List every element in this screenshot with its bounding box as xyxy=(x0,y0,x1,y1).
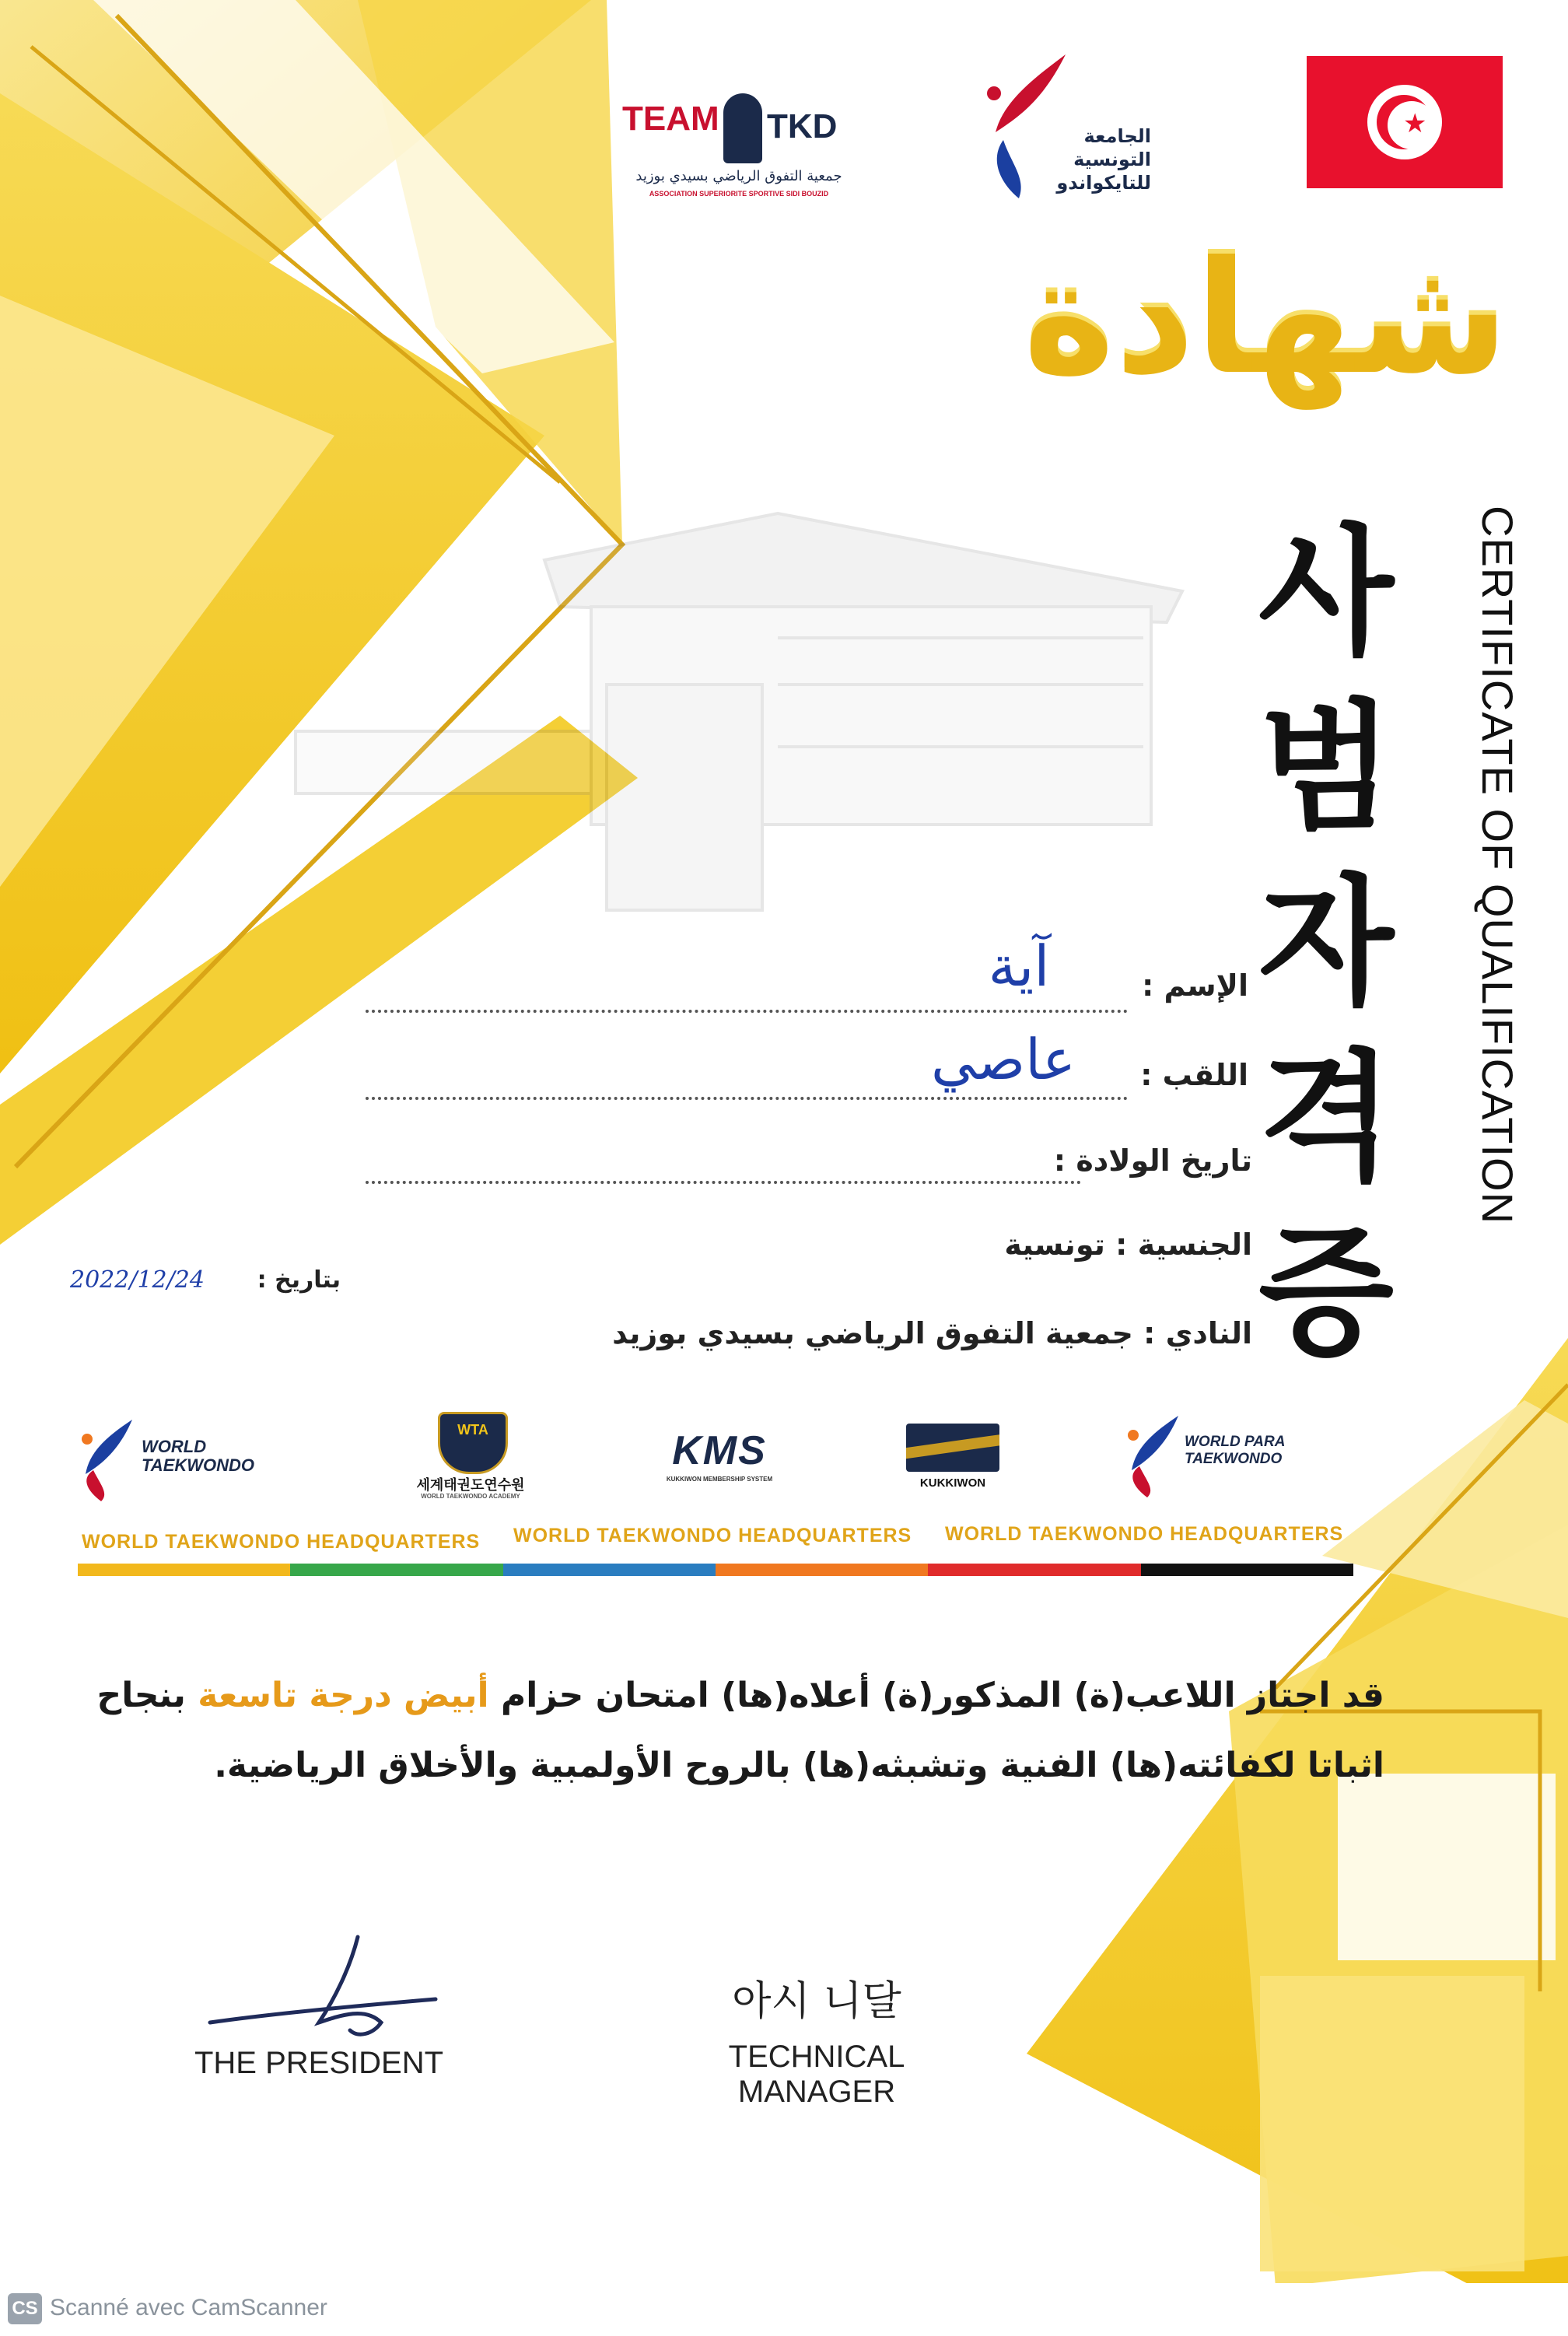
club-field: النادي : جمعية التفوق الرياضي بسيدي بوزيد xyxy=(612,1316,1252,1350)
federation-name-line1: الجامعة xyxy=(1083,125,1151,147)
name-value: آية xyxy=(988,933,1050,999)
wta-shield-icon xyxy=(438,1412,508,1474)
color-band xyxy=(78,1564,1353,1576)
statement-line1 xyxy=(70,1672,1384,1719)
statement-line1-post: بنجاح xyxy=(96,1676,198,1715)
birthdate-label: تاريخ الولادة : xyxy=(1053,1143,1252,1178)
wta-sub: WORLD TAEKWONDO ACADEMY xyxy=(421,1493,520,1500)
fighter-icon xyxy=(723,93,762,163)
kukkiwon-emblem-icon xyxy=(906,1424,999,1472)
color-band-segment xyxy=(78,1564,290,1576)
title-korean: 사범자격증 xyxy=(1258,512,1394,1375)
kukkiwon-logo xyxy=(902,1424,1003,1501)
birthdate-dotted-line xyxy=(366,1181,1081,1184)
wta-abbr: WTA xyxy=(457,1422,488,1438)
president-signature xyxy=(202,1921,451,2046)
deco-white-square xyxy=(1338,1774,1556,1960)
color-band-segment xyxy=(1141,1564,1353,1576)
world-para-text: WORLD PARA TAEKWONDO xyxy=(1185,1434,1285,1467)
color-band-segment xyxy=(290,1564,502,1576)
hq-label-3: WORLD TAEKWONDO HEADQUARTERS xyxy=(945,1523,1344,1545)
surname-dotted-line xyxy=(366,1097,1128,1100)
color-band-segment xyxy=(503,1564,716,1576)
flag-star-icon: ★ xyxy=(1403,108,1427,139)
wta-caption: 세계태권도연수원 xyxy=(416,1477,525,1494)
club-logo-arabic: جمعية التفوق الرياضي بسيدي بوزيد xyxy=(635,168,842,184)
color-band-segment xyxy=(716,1564,928,1576)
kms-text: KMS xyxy=(672,1428,767,1473)
statement-line2: اثباتا لكفائته(ها) الفنية وتشبثه(ها) بالروح الأولمبية والأخلاق الرياضية. xyxy=(214,1746,1384,1785)
surname-value: عاصي xyxy=(930,1027,1076,1092)
surname-label: اللقب : xyxy=(1140,1058,1248,1092)
kukkiwon-text: KUKKIWON xyxy=(919,1476,986,1490)
manager-name: 아시 니달 xyxy=(732,1978,901,2025)
hq-label-1: WORLD TAEKWONDO HEADQUARTERS xyxy=(82,1531,481,1553)
club-logo xyxy=(622,93,856,210)
manager-title: TECHNICAL MANAGER xyxy=(728,2040,905,2109)
club-logo-team: TEAM xyxy=(622,100,719,138)
federation-name-line2: التونسية xyxy=(1073,149,1151,170)
club-logo-latin: ASSOCIATION SUPERIORITE SPORTIVE SIDI BOUZID xyxy=(649,190,829,198)
kms-sub: KUKKIWON MEMBERSHIP SYSTEM xyxy=(666,1476,773,1483)
hq-label-2: WORLD TAEKWONDO HEADQUARTERS xyxy=(513,1525,912,1546)
title-english: CERTIFICATE OF QUALIFICATION xyxy=(1473,506,1522,1225)
statement-highlight: أبيض درجة تاسعة xyxy=(198,1676,489,1715)
club-logo-tkd: TKD xyxy=(767,107,838,145)
nationality-field: الجنسية : تونسية xyxy=(1004,1228,1252,1262)
camscanner-icon: CS xyxy=(8,2293,42,2324)
federation-logo xyxy=(972,47,1151,202)
world-taekwondo-logo xyxy=(78,1416,280,1501)
world-para-taekwondo-logo xyxy=(1124,1412,1365,1497)
name-label: الإسم : xyxy=(1142,968,1248,1003)
federation-name-line3: للتايكواندو xyxy=(1056,172,1151,194)
title-arabic: شهادة xyxy=(1023,228,1509,409)
world-para-emblem-icon xyxy=(1124,1412,1186,1497)
date-label: بتاريخ : xyxy=(257,1266,341,1294)
tunisia-flag xyxy=(1307,56,1503,188)
date-value: 2022/12/24 xyxy=(70,1266,205,1294)
world-taekwondo-text: WORLD TAEKWONDO xyxy=(142,1437,255,1475)
world-taekwondo-emblem-icon xyxy=(78,1416,140,1501)
name-dotted-line xyxy=(366,1010,1128,1013)
color-band-segment xyxy=(928,1564,1140,1576)
kms-logo xyxy=(653,1427,786,1497)
president-title: THE PRESIDENT xyxy=(194,2046,444,2080)
deco-square-bottom xyxy=(1260,1976,1524,2271)
camscanner-text: Scanné avec CamScanner xyxy=(50,2295,327,2320)
wta-logo xyxy=(404,1412,537,1505)
statement-line1-pre: قد اجتاز اللاعب(ة) المذكور(ة) أعلاه(ها) امتحان حزام xyxy=(488,1676,1384,1715)
